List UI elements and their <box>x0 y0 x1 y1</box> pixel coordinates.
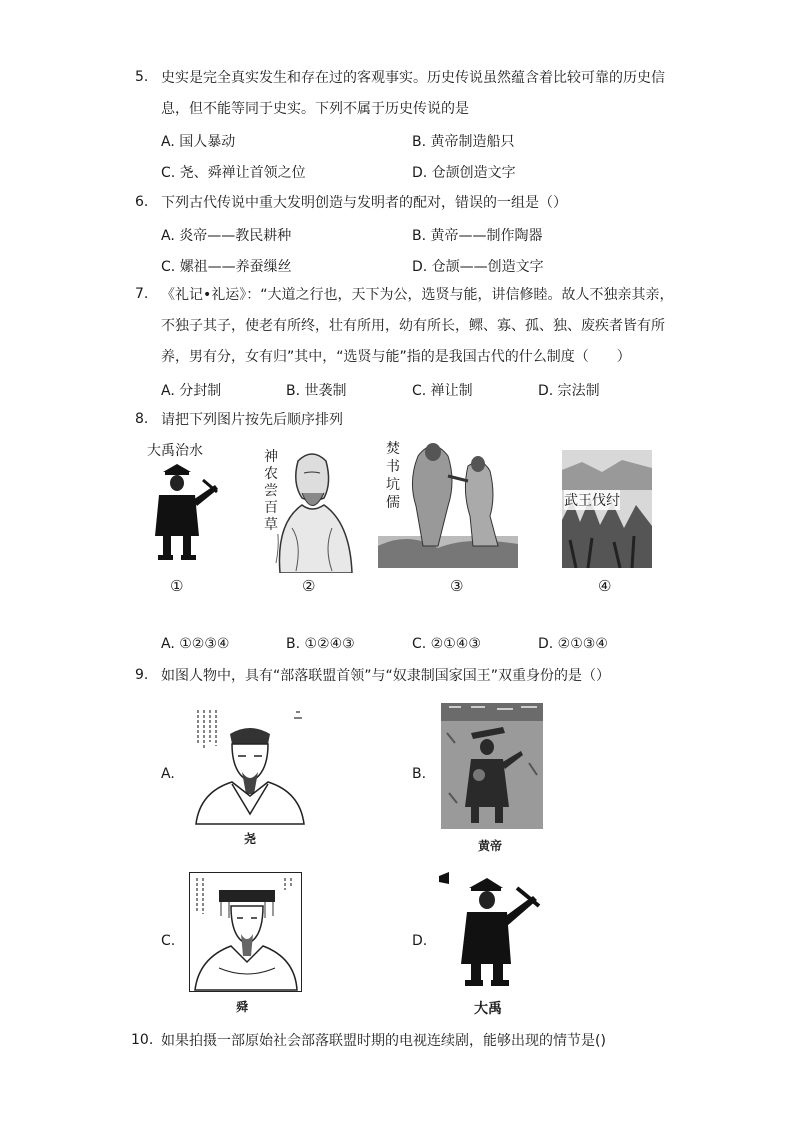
image-wuwang <box>562 450 652 568</box>
option-b[interactable]: B. 黄帝制造船只 <box>412 134 515 150</box>
image-label: 焚书坑儒 <box>386 441 400 511</box>
option-c[interactable]: C. 嫘祖——养蚕缫丝 <box>161 259 292 275</box>
yao-portrait-icon <box>192 704 307 826</box>
image-number: ② <box>302 577 316 595</box>
question-number: 5. <box>135 69 149 85</box>
image-label: 神农尝百草 <box>264 449 282 534</box>
option-b[interactable]: B. <box>412 766 427 782</box>
question-number: 8. <box>135 411 149 427</box>
image-huangdi-relief <box>441 703 543 829</box>
shun-portrait-icon <box>189 872 302 992</box>
image-shun-portrait <box>189 872 302 992</box>
option-c[interactable]: C. 禅让制 <box>412 383 473 399</box>
question-text: 史实是完全真实发生和存在过的客观事实。历史传说虽然蕴含着比较可靠的历史信息，但不能等同于史实。下列不属于历史传说的是 <box>161 70 665 117</box>
image-number: ① <box>170 577 184 595</box>
question-number: 7. <box>135 286 149 302</box>
image-number: ④ <box>598 577 612 595</box>
image-number: ③ <box>450 577 464 595</box>
option-a[interactable]: A. ①②③④ <box>161 636 230 652</box>
option-c[interactable]: C. ②①④③ <box>412 636 481 652</box>
dayu-figure-icon <box>143 440 223 568</box>
image-label: 大禹治水 <box>147 443 203 459</box>
question-text: 请把下列图片按先后顺序排列 <box>161 412 343 428</box>
image-caption: 黄帝 <box>478 839 503 853</box>
option-a[interactable]: A. 炎帝——教民耕种 <box>161 228 292 244</box>
question-text: 如果拍摄一部原始社会部落联盟时期的电视连续剧，能够出现的情节是() <box>161 1033 606 1049</box>
image-label: 武王伐纣 <box>564 490 620 510</box>
image-shennong <box>262 443 354 573</box>
image-caption: 大禹 <box>474 1001 502 1017</box>
dayu-figure-icon <box>437 870 545 994</box>
option-d[interactable]: D. 仓颉——创造文字 <box>412 259 544 275</box>
option-a[interactable]: A. 分封制 <box>161 383 222 399</box>
image-caption: 尧 <box>244 832 257 846</box>
option-b[interactable]: B. ①②④③ <box>286 636 355 652</box>
option-d[interactable]: D. ②①③④ <box>538 636 608 652</box>
option-a[interactable]: A. <box>161 766 175 782</box>
option-d[interactable]: D. 宗法制 <box>538 383 600 399</box>
option-b[interactable]: B. 黄帝——制作陶器 <box>412 228 543 244</box>
question-number: 9. <box>135 667 149 683</box>
image-dayu-figure <box>437 870 545 994</box>
image-yao-portrait <box>192 704 307 826</box>
option-d[interactable]: D. 仓颉创造文字 <box>412 165 516 181</box>
option-c[interactable]: C. <box>161 933 176 949</box>
image-burning-books <box>378 436 518 568</box>
question-text: 如图人物中，具有“部落联盟首领”与“奴隶制国家国王”双重身份的是（） <box>161 668 611 684</box>
option-b[interactable]: B. 世袭制 <box>286 383 347 399</box>
question-text: 下列古代传说中重大发明创造与发明者的配对，错误的一组是（） <box>161 195 567 211</box>
huangdi-relief-icon <box>441 703 543 829</box>
question-number: 6. <box>135 194 149 210</box>
image-caption: 舜 <box>236 1000 249 1014</box>
option-c[interactable]: C. 尧、舜禅让首领之位 <box>161 165 306 181</box>
question-number: 10. <box>131 1032 154 1048</box>
option-a[interactable]: A. 国人暴动 <box>161 134 236 150</box>
image-dayu-flood <box>143 440 223 568</box>
question-text: 《礼记•礼运》：“大道之行也，天下为公，选贤与能，讲信修睦。故人不独亲其亲，不独子其子，使老有所终，壮有所用，幼有所长，鳏、寡、孤、独、废疾者皆有所养，男有分，女有归”其中，“选贤与能”指的是我国古代的什么制度（ ） <box>161 287 674 365</box>
option-d[interactable]: D. <box>412 933 428 949</box>
